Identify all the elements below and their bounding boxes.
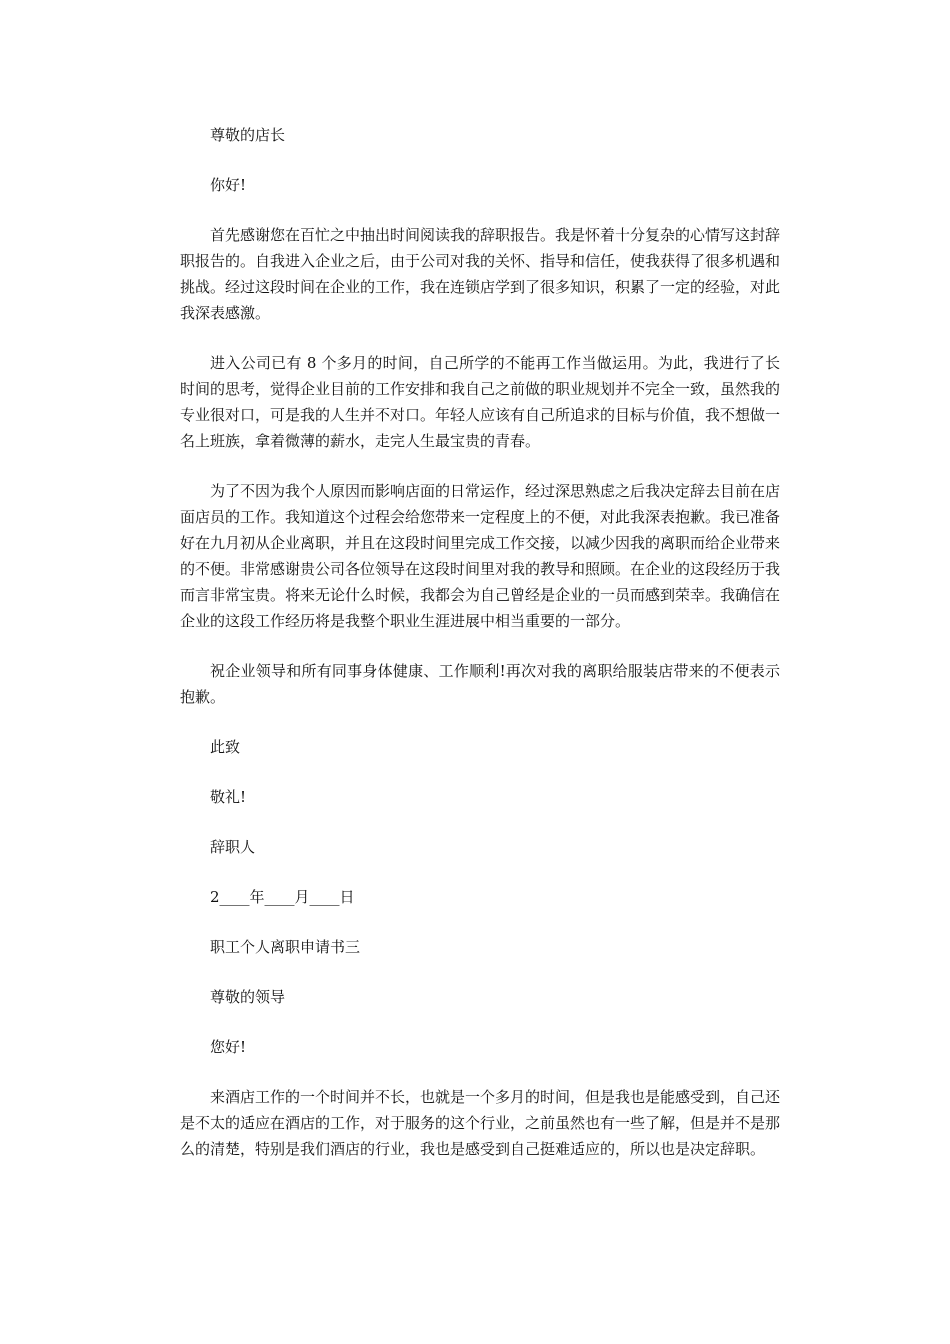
letter1-paragraph-2: 进入公司已有 8 个多月的时间，自己所学的不能再工作当做运用。为此，我进行了长时间的思考，觉得企业目前的工作安排和我自己之前做的职业规划并不完全一致，虽然我的专业很对口，可是我的人生并不对口。年轻人应该有自己所追求的目标与价值，我不想做一名上班族，拿着微薄的薪水，走完人生最宝贵的青春。 [180,354,781,450]
letter1-paragraph-1: 首先感谢您在百忙之中抽出时间阅读我的辞职报告。我是怀着十分复杂的心情写这封辞职报告的。自我进入企业之后，由于公司对我的关怀、指导和信任，使我获得了很多机遇和挑战。经过这段时间在企业的工作，我在连锁店学到了很多知识，积累了一定的经验，对此我深表感激。 [180,226,781,322]
letter2-salutation: 尊敬的领导 [210,988,286,1006]
letter1-salutation: 尊敬的店长 [210,126,286,144]
document-page [180,122,780,1186]
letter1-paragraph-4: 祝企业领导和所有同事身体健康、工作顺利!再次对我的离职给服装店带来的不便表示抱歉。 [180,662,780,706]
letter1-date: 2____年____月____日 [210,888,355,906]
letter2-paragraph-1: 来酒店工作的一个时间并不长，也就是一个多月的时间，但是我也是能感受到，自己还是不太的适应在酒店的工作，对于服务的这个行业，之前虽然也有一些了解，但是并不是那么的清楚，特别是我们酒店的行业，我也是感受到自己挺难适应的，所以也是决定辞职。 [180,1088,781,1158]
letter1-closing-2: 敬礼! [210,788,247,806]
letter1-signature: 辞职人 [210,838,256,856]
letter1-greeting: 你好! [210,176,247,194]
section-title: 职工个人离职申请书三 [210,938,361,956]
letter1-paragraph-3: 为了不因为我个人原因而影响店面的日常运作，经过深思熟虑之后我决定辞去目前在店面店员的工作。我知道这个过程会给您带来一定程度上的不便，对此我深表抱歉。我已准备好在九月初从企业离职，并且在这段时间里完成工作交接，以减少因我的离职而给企业带来的不便。非常感谢贵公司各位领导在这段时间里对我的教导和照顾。在企业的这段经历于我而言非常宝贵。将来无论什么时候，我都会为自己曾经是企业的一员而感到荣幸。我确信在企业的这段工作经历将是我整个职业生涯进展中相当重要的一部分。 [180,482,781,630]
letter2-greeting: 您好! [210,1038,247,1056]
letter1-closing-1: 此致 [210,738,241,756]
